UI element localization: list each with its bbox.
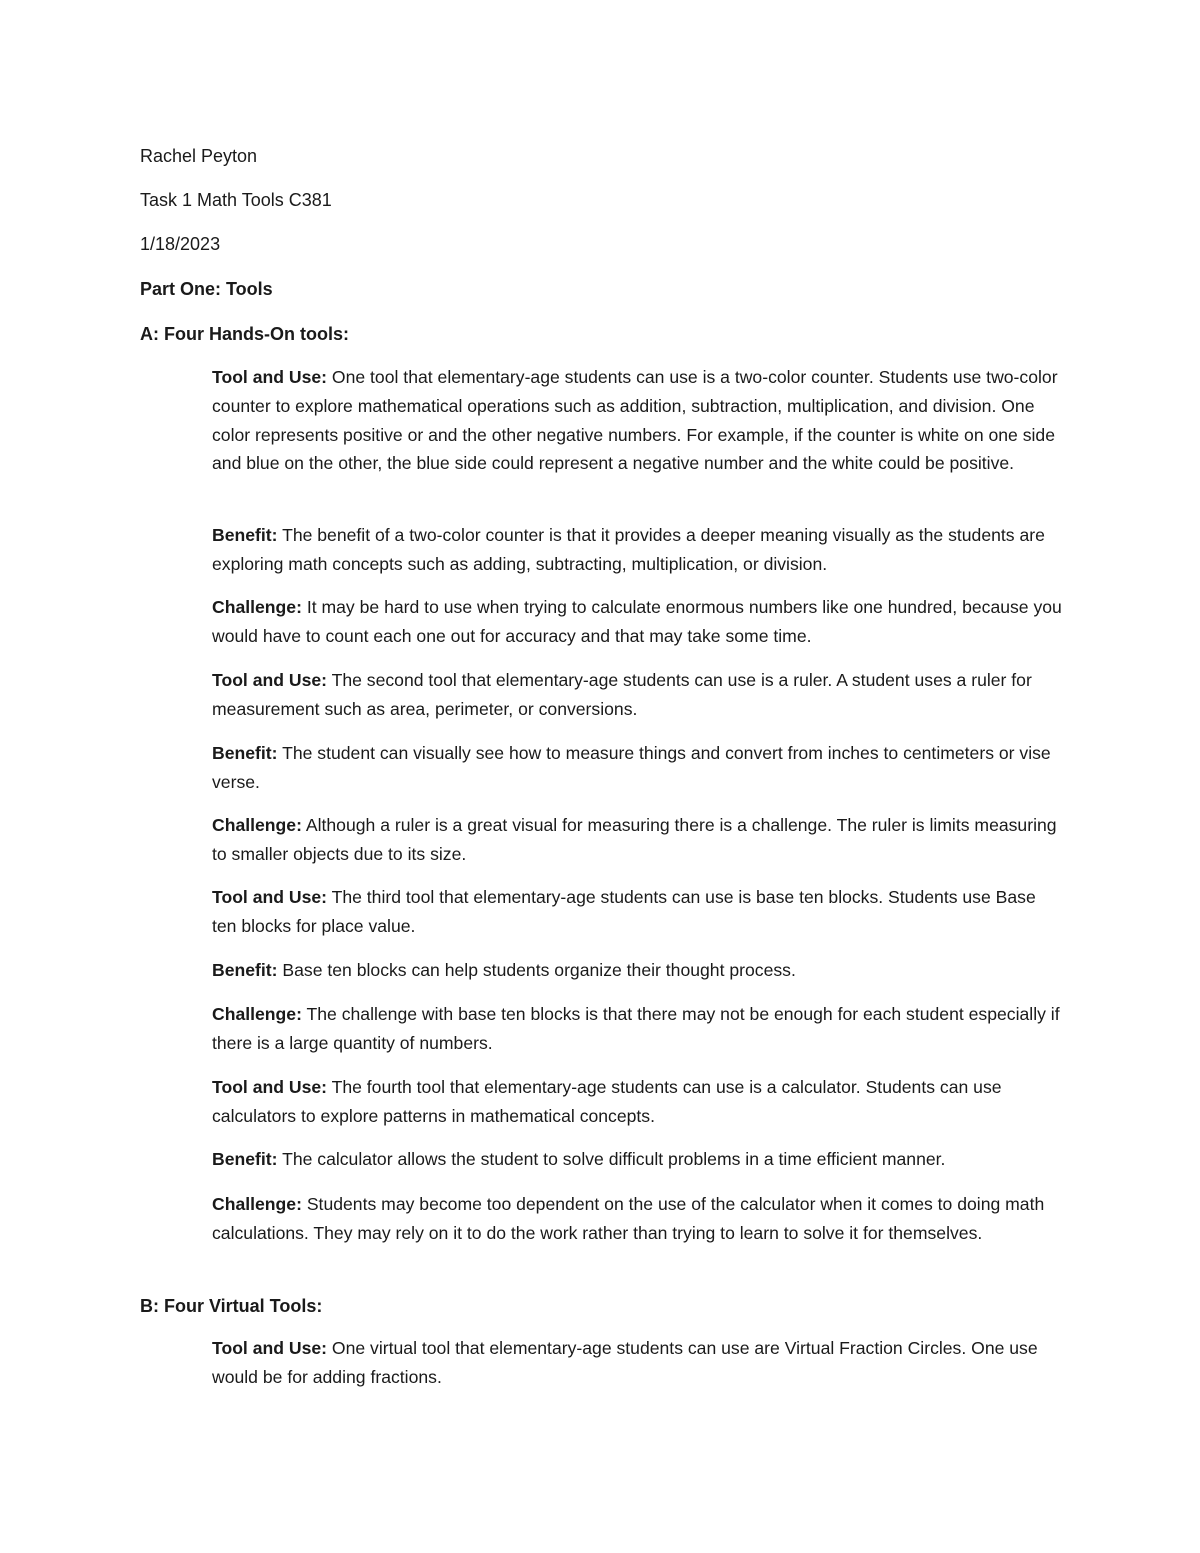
paragraph: [212, 1190, 1062, 1248]
paragraph-label: Tool and Use:: [212, 1338, 328, 1358]
paragraph-label: Tool and Use:: [212, 367, 328, 387]
paragraph-label: Tool and Use:: [212, 670, 328, 690]
paragraph-text: The second tool that elementary-age students can use is a ruler. A student uses a ruler for measurement such as area, perimeter, or conversions.: [212, 670, 1032, 719]
paragraph-label: Tool and Use:: [212, 1077, 328, 1097]
part-title: Part One: Tools: [140, 279, 273, 299]
paragraph-label: Benefit:: [212, 1149, 278, 1169]
paragraph: [212, 1000, 1062, 1058]
paragraph: [212, 521, 1062, 579]
paragraph-text: Although a ruler is a great visual for measuring there is a challenge. The ruler is limits measuring to smaller objects due to its size.: [212, 815, 1057, 864]
paragraph-text: The fourth tool that elementary-age students can use is a calculator. Students can use calculators to explore patterns in mathematical concepts.: [212, 1077, 1002, 1126]
paragraph-text: The third tool that elementary-age students can use is base ten blocks. Students use Base ten blocks for place value.: [212, 887, 1036, 936]
paragraph: [212, 363, 1062, 478]
paragraph-label: Challenge:: [212, 1004, 302, 1024]
paragraph-label: Challenge:: [212, 597, 302, 617]
section-b-title: B: Four Virtual Tools:: [140, 1296, 323, 1316]
paragraph-text: The calculator allows the student to solve difficult problems in a time efficient manner.: [277, 1149, 946, 1169]
paragraph-label: Benefit:: [212, 743, 278, 763]
paragraph: [212, 1145, 1062, 1174]
paragraph: [212, 739, 1062, 797]
paragraph-label: Tool and Use:: [212, 887, 328, 907]
document-date: 1/18/2023: [140, 234, 221, 254]
paragraph-text: Base ten blocks can help students organize their thought process.: [277, 960, 796, 980]
paragraph: [212, 883, 1062, 941]
paragraph: [212, 1073, 1062, 1131]
paragraph: [212, 811, 1062, 869]
paragraph-label: Benefit:: [212, 525, 278, 545]
paragraph: [212, 956, 1062, 985]
paragraph: [212, 593, 1062, 651]
paragraph-text: The benefit of a two-color counter is that it provides a deeper meaning visually as the students are exploring math concepts such as adding, subtracting, multiplication, or division.: [212, 525, 1045, 574]
paragraph-text: One virtual tool that elementary-age students can use are Virtual Fraction Circles. One use would be for adding fractions.: [212, 1338, 1038, 1387]
paragraph-text: It may be hard to use when trying to calculate enormous numbers like one hundred, because you would have to count each one out for accuracy and that may take some time.: [212, 597, 1062, 646]
paragraph-text: Students may become too dependent on the use of the calculator when it comes to doing math calculations. They may rely on it to do the work rather than trying to learn to solve it for themselves.: [212, 1194, 1045, 1243]
section-a-title: A: Four Hands-On tools:: [140, 324, 349, 344]
paragraph: [212, 666, 1062, 724]
paragraph: [212, 1334, 1062, 1392]
paragraph-text: One tool that elementary-age students can use is a two-color counter. Students use two-color counter to explore mathematical operations such as addition, subtraction, multiplication, and division. One color represents positive or and the other negative numbers. For example, if the counter is white on one side and blue on the other, the blue side could represent a negative number and the white could be positive.: [212, 367, 1058, 474]
course-title: Task 1 Math Tools C381: [140, 190, 332, 210]
paragraph-label: Challenge:: [212, 815, 302, 835]
paragraph-label: Benefit:: [212, 960, 278, 980]
author-name: Rachel Peyton: [140, 146, 258, 166]
paragraph-text: The challenge with base ten blocks is that there may not be enough for each student especially if there is a large quantity of numbers.: [212, 1004, 1060, 1053]
paragraph-text: The student can visually see how to measure things and convert from inches to centimeters or vise verse.: [212, 743, 1051, 792]
paragraph-label: Challenge:: [212, 1194, 302, 1214]
